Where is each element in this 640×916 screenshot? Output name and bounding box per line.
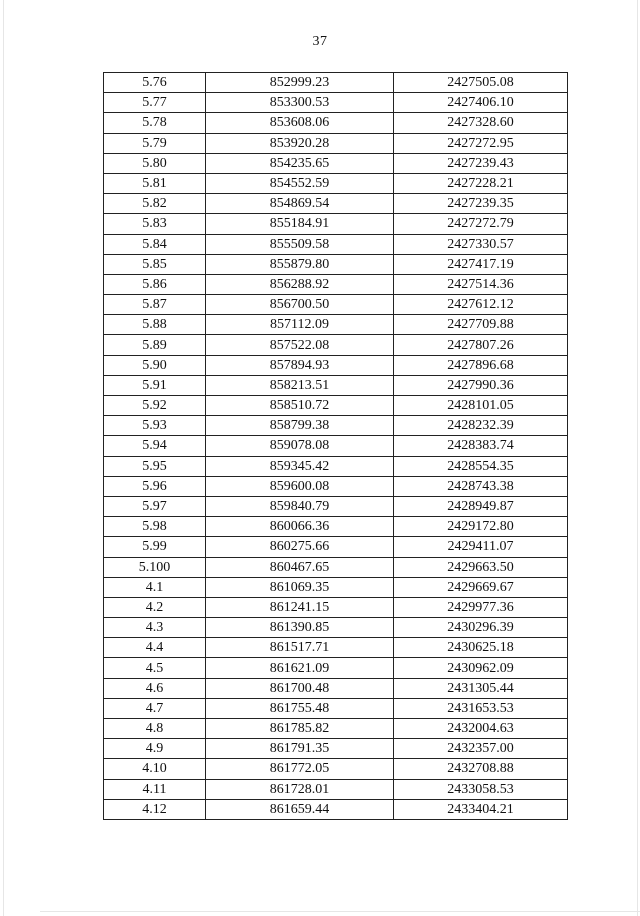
page-edge-left: [3, 0, 4, 916]
point-number-cell: 5.96: [104, 476, 206, 496]
point-number-cell: 5.100: [104, 557, 206, 577]
y-coordinate-cell: 2428232.39: [394, 416, 568, 436]
point-number-cell: 4.3: [104, 618, 206, 638]
table-row: [104, 355, 568, 375]
table-row: [104, 618, 568, 638]
x-coordinate-cell: 858510.72: [206, 396, 394, 416]
y-coordinate-cell: 2429977.36: [394, 597, 568, 617]
point-number-cell: 5.89: [104, 335, 206, 355]
x-coordinate-cell: 859078.08: [206, 436, 394, 456]
x-coordinate-cell: 861659.44: [206, 799, 394, 819]
table-row: [104, 476, 568, 496]
table-row: [104, 638, 568, 658]
y-coordinate-cell: 2431653.53: [394, 698, 568, 718]
y-coordinate-cell: 2427896.68: [394, 355, 568, 375]
point-number-cell: 4.4: [104, 638, 206, 658]
table-row: [104, 597, 568, 617]
y-coordinate-cell: 2432708.88: [394, 759, 568, 779]
table-row: [104, 416, 568, 436]
point-number-cell: 5.81: [104, 173, 206, 193]
x-coordinate-cell: 861785.82: [206, 719, 394, 739]
y-coordinate-cell: 2432004.63: [394, 719, 568, 739]
x-coordinate-cell: 861621.09: [206, 658, 394, 678]
x-coordinate-cell: 856288.92: [206, 274, 394, 294]
y-coordinate-cell: 2433058.53: [394, 779, 568, 799]
point-number-cell: 5.76: [104, 73, 206, 93]
x-coordinate-cell: 853300.53: [206, 93, 394, 113]
table-row: [104, 335, 568, 355]
point-number-cell: 5.82: [104, 194, 206, 214]
y-coordinate-cell: 2429172.80: [394, 517, 568, 537]
x-coordinate-cell: 854552.59: [206, 173, 394, 193]
x-coordinate-cell: 858213.51: [206, 375, 394, 395]
point-number-cell: 4.6: [104, 678, 206, 698]
table-row: [104, 517, 568, 537]
y-coordinate-cell: 2428743.38: [394, 476, 568, 496]
x-coordinate-cell: 860275.66: [206, 537, 394, 557]
point-number-cell: 5.91: [104, 375, 206, 395]
x-coordinate-cell: 855509.58: [206, 234, 394, 254]
y-coordinate-cell: 2427990.36: [394, 375, 568, 395]
table-row: [104, 274, 568, 294]
y-coordinate-cell: 2429669.67: [394, 577, 568, 597]
x-coordinate-cell: 859345.42: [206, 456, 394, 476]
y-coordinate-cell: 2427505.08: [394, 73, 568, 93]
point-number-cell: 5.86: [104, 274, 206, 294]
table-row: [104, 214, 568, 234]
table-row: [104, 719, 568, 739]
y-coordinate-cell: 2427272.95: [394, 133, 568, 153]
x-coordinate-cell: 856700.50: [206, 295, 394, 315]
table-row: [104, 759, 568, 779]
point-number-cell: 5.84: [104, 234, 206, 254]
table-row: [104, 456, 568, 476]
table-row: [104, 375, 568, 395]
x-coordinate-cell: 853608.06: [206, 113, 394, 133]
y-coordinate-cell: 2433404.21: [394, 799, 568, 819]
table-row: [104, 396, 568, 416]
table-row: [104, 93, 568, 113]
table-row: [104, 739, 568, 759]
x-coordinate-cell: 853920.28: [206, 133, 394, 153]
point-number-cell: 5.90: [104, 355, 206, 375]
point-number-cell: 5.97: [104, 496, 206, 516]
point-number-cell: 5.77: [104, 93, 206, 113]
table-row: [104, 779, 568, 799]
y-coordinate-cell: 2431305.44: [394, 678, 568, 698]
x-coordinate-cell: 859840.79: [206, 496, 394, 516]
table-row: [104, 537, 568, 557]
page-number: 37: [312, 34, 328, 49]
point-number-cell: 5.93: [104, 416, 206, 436]
point-number-cell: 5.94: [104, 436, 206, 456]
y-coordinate-cell: 2428949.87: [394, 496, 568, 516]
point-number-cell: 4.7: [104, 698, 206, 718]
point-number-cell: 4.1: [104, 577, 206, 597]
table-row: [104, 73, 568, 93]
point-number-cell: 4.11: [104, 779, 206, 799]
point-number-cell: 4.9: [104, 739, 206, 759]
y-coordinate-cell: 2430962.09: [394, 658, 568, 678]
x-coordinate-cell: 861390.85: [206, 618, 394, 638]
y-coordinate-cell: 2427228.21: [394, 173, 568, 193]
point-number-cell: 5.80: [104, 153, 206, 173]
y-coordinate-cell: 2429411.07: [394, 537, 568, 557]
point-number-cell: 5.95: [104, 456, 206, 476]
point-number-cell: 4.5: [104, 658, 206, 678]
point-number-cell: 4.2: [104, 597, 206, 617]
y-coordinate-cell: 2427612.12: [394, 295, 568, 315]
point-number-cell: 4.10: [104, 759, 206, 779]
coordinate-table: [103, 72, 568, 820]
x-coordinate-cell: 861700.48: [206, 678, 394, 698]
x-coordinate-cell: 861755.48: [206, 698, 394, 718]
y-coordinate-cell: 2428101.05: [394, 396, 568, 416]
table-row: [104, 254, 568, 274]
point-number-cell: 5.99: [104, 537, 206, 557]
x-coordinate-cell: 861517.71: [206, 638, 394, 658]
table-row: [104, 698, 568, 718]
x-coordinate-cell: 860066.36: [206, 517, 394, 537]
page-edge-bottom: [40, 911, 640, 912]
y-coordinate-cell: 2427709.88: [394, 315, 568, 335]
y-coordinate-cell: 2430625.18: [394, 638, 568, 658]
point-number-cell: 5.98: [104, 517, 206, 537]
point-number-cell: 5.92: [104, 396, 206, 416]
point-number-cell: 5.83: [104, 214, 206, 234]
x-coordinate-cell: 857522.08: [206, 335, 394, 355]
y-coordinate-cell: 2427406.10: [394, 93, 568, 113]
y-coordinate-cell: 2432357.00: [394, 739, 568, 759]
table-row: [104, 153, 568, 173]
x-coordinate-cell: 857894.93: [206, 355, 394, 375]
y-coordinate-cell: 2427417.19: [394, 254, 568, 274]
y-coordinate-cell: 2430296.39: [394, 618, 568, 638]
y-coordinate-cell: 2427239.35: [394, 194, 568, 214]
x-coordinate-cell: 859600.08: [206, 476, 394, 496]
x-coordinate-cell: 861791.35: [206, 739, 394, 759]
y-coordinate-cell: 2427807.26: [394, 335, 568, 355]
y-coordinate-cell: 2427239.43: [394, 153, 568, 173]
table-row: [104, 113, 568, 133]
y-coordinate-cell: 2427272.79: [394, 214, 568, 234]
y-coordinate-cell: 2427328.60: [394, 113, 568, 133]
point-number-cell: 4.8: [104, 719, 206, 739]
table-row: [104, 799, 568, 819]
page-edge-right: [637, 0, 638, 916]
x-coordinate-cell: 858799.38: [206, 416, 394, 436]
point-number-cell: 4.12: [104, 799, 206, 819]
x-coordinate-cell: 854235.65: [206, 153, 394, 173]
table-row: [104, 234, 568, 254]
x-coordinate-cell: 854869.54: [206, 194, 394, 214]
table-row: [104, 173, 568, 193]
table-row: [104, 658, 568, 678]
table-row: [104, 577, 568, 597]
point-number-cell: 5.78: [104, 113, 206, 133]
x-coordinate-cell: 855879.80: [206, 254, 394, 274]
table-row: [104, 496, 568, 516]
y-coordinate-cell: 2428383.74: [394, 436, 568, 456]
table-row: [104, 295, 568, 315]
table-row: [104, 133, 568, 153]
x-coordinate-cell: 861772.05: [206, 759, 394, 779]
point-number-cell: 5.88: [104, 315, 206, 335]
table-row: [104, 557, 568, 577]
table-row: [104, 315, 568, 335]
point-number-cell: 5.87: [104, 295, 206, 315]
point-number-cell: 5.85: [104, 254, 206, 274]
x-coordinate-cell: 857112.09: [206, 315, 394, 335]
x-coordinate-cell: 860467.65: [206, 557, 394, 577]
x-coordinate-cell: 861241.15: [206, 597, 394, 617]
table-body: [104, 73, 568, 820]
x-coordinate-cell: 861728.01: [206, 779, 394, 799]
y-coordinate-cell: 2427514.36: [394, 274, 568, 294]
point-number-cell: 5.79: [104, 133, 206, 153]
table-row: [104, 678, 568, 698]
x-coordinate-cell: 855184.91: [206, 214, 394, 234]
x-coordinate-cell: 861069.35: [206, 577, 394, 597]
table-row: [104, 194, 568, 214]
x-coordinate-cell: 852999.23: [206, 73, 394, 93]
table-row: [104, 436, 568, 456]
y-coordinate-cell: 2428554.35: [394, 456, 568, 476]
y-coordinate-cell: 2429663.50: [394, 557, 568, 577]
coordinate-table-container: [103, 72, 567, 820]
y-coordinate-cell: 2427330.57: [394, 234, 568, 254]
